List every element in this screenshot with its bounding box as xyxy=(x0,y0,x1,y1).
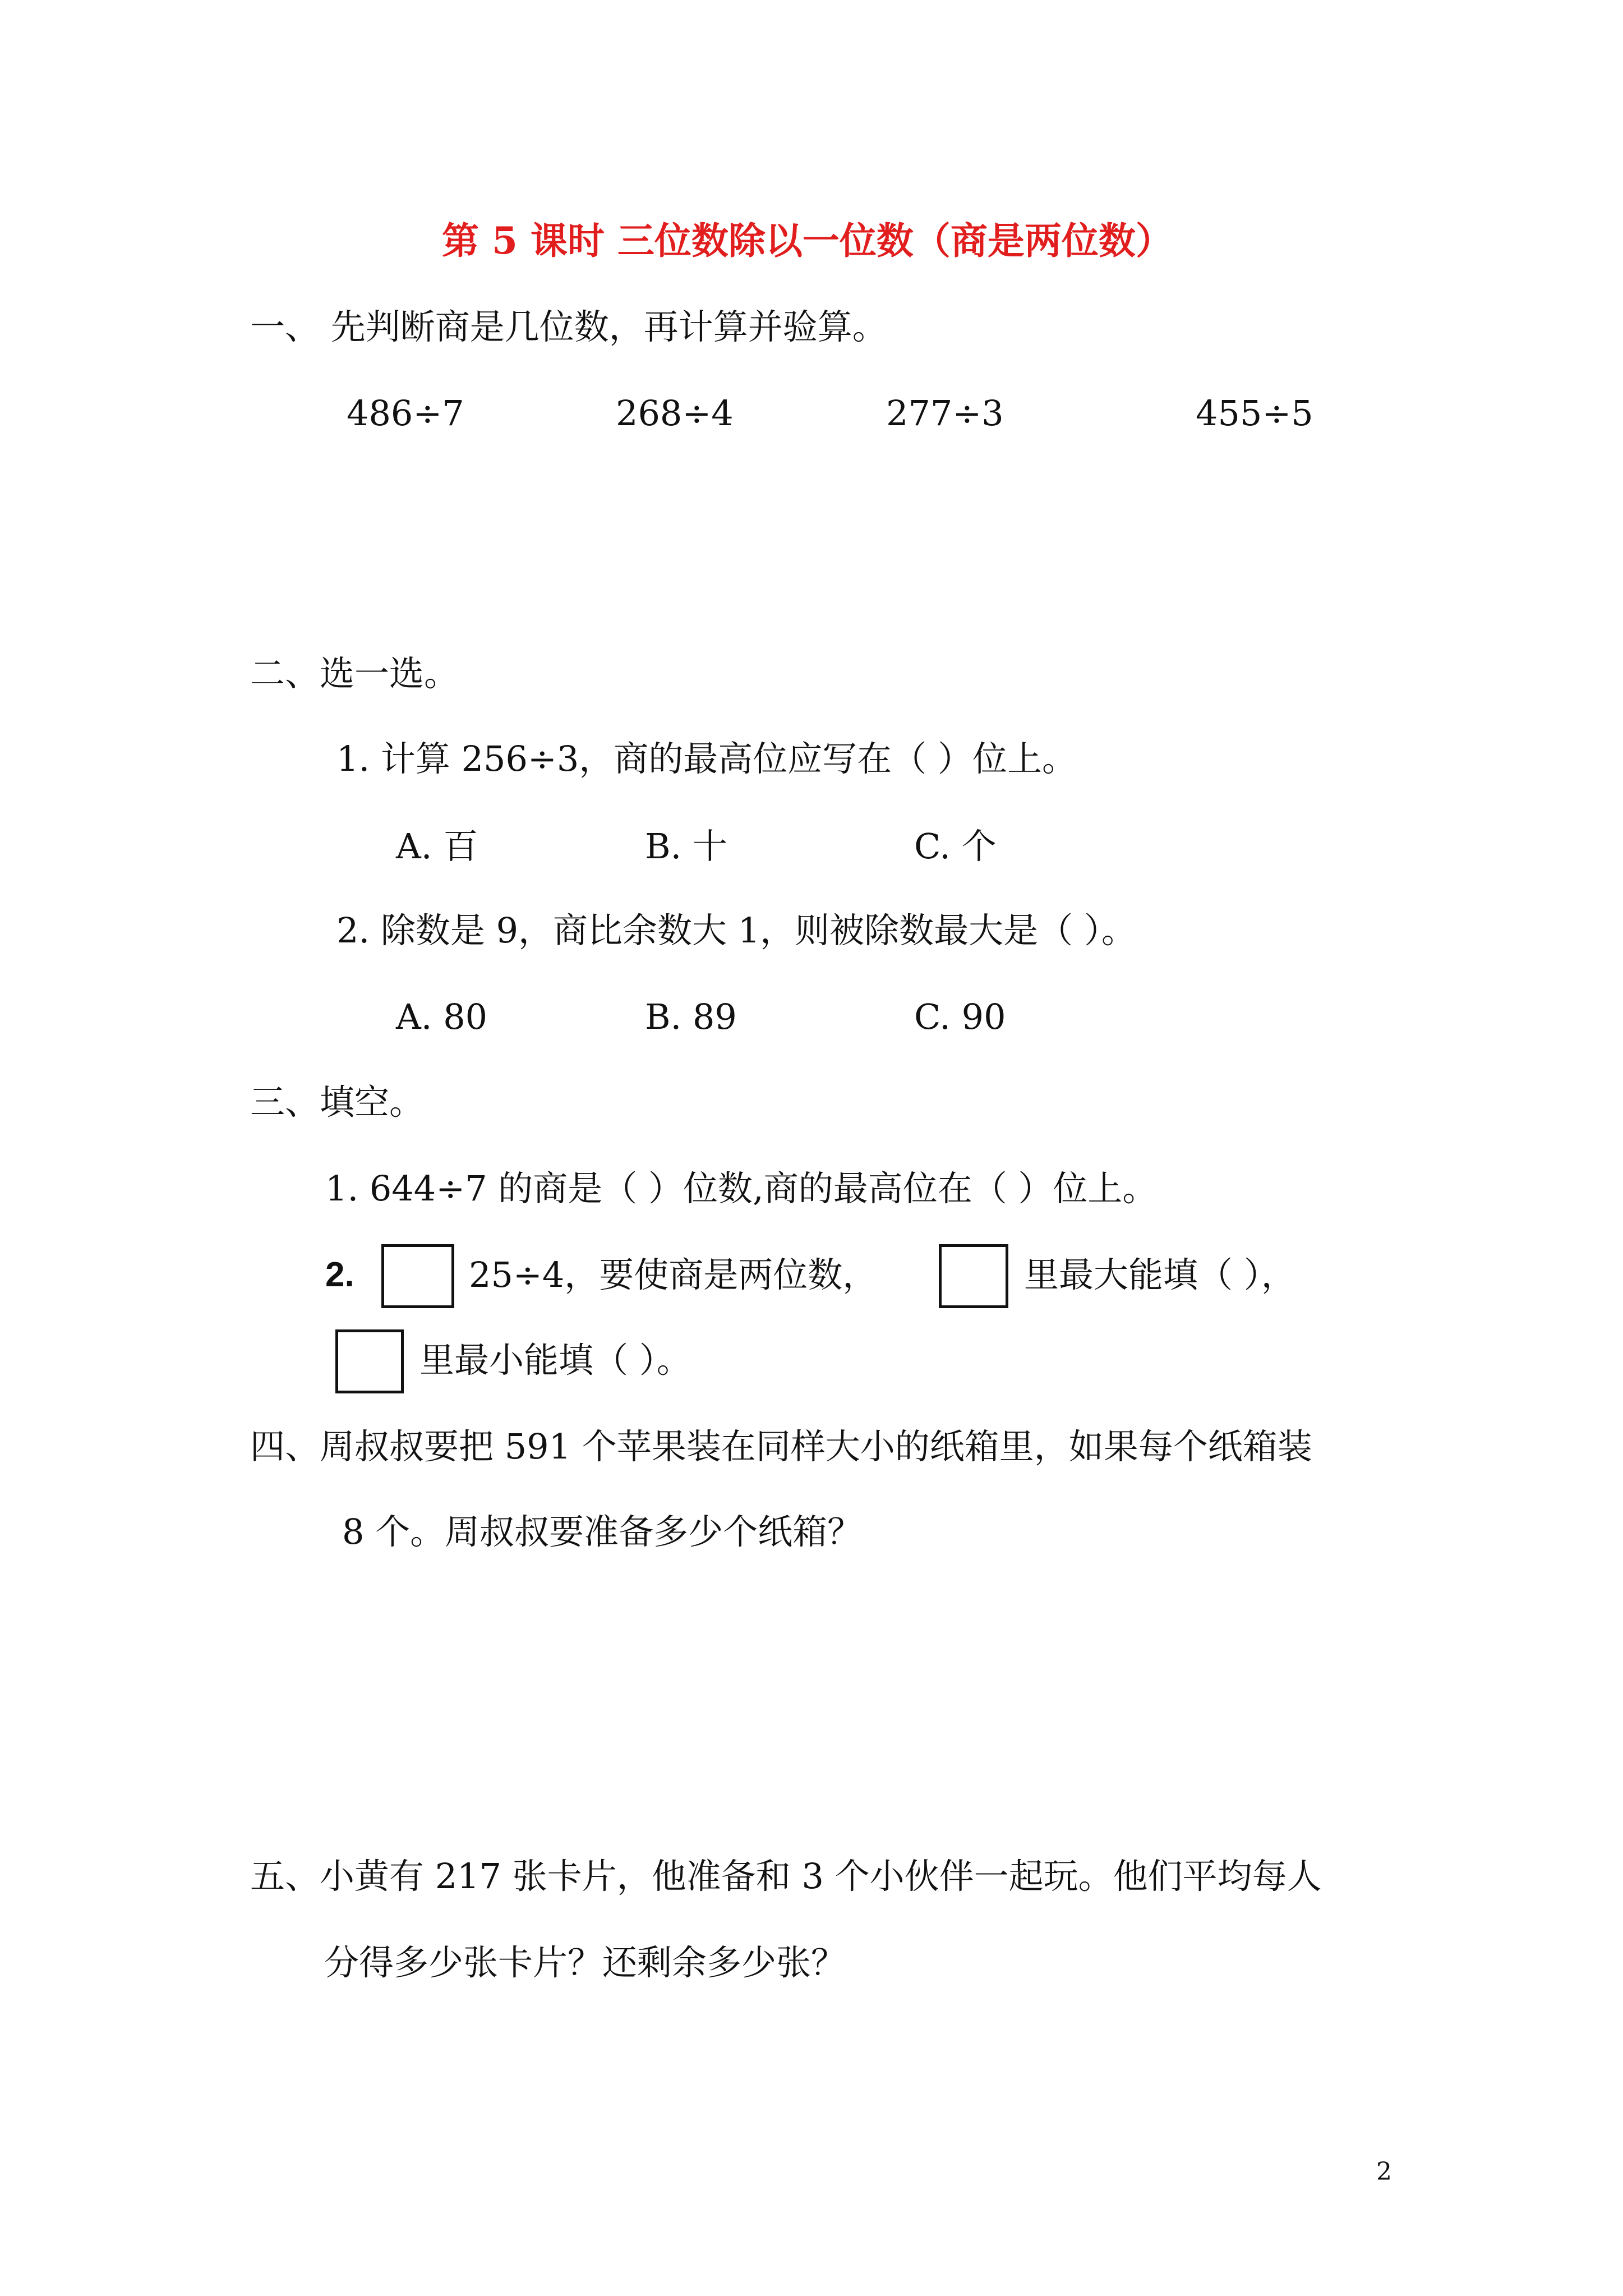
section5-line1: 五、小黄有 217 张卡片，他准备和 3 个小伙伴一起玩。他们平均每人 xyxy=(250,1856,1322,1897)
problem-4: 455÷5 xyxy=(1196,393,1313,434)
section2-q1-option-a: A. 百 xyxy=(396,826,478,867)
section3-q2-text-c: 里最小能填（ ）。 xyxy=(419,1340,691,1381)
section3-q1: 1. 644÷7 的商是（ ）位数,商的最高位在（ ）位上。 xyxy=(325,1168,1158,1209)
section2-q2-stem: 2. 除数是 9，商比余数大 1，则被除数最大是（ ）。 xyxy=(336,910,1136,951)
section2-q1-stem: 1. 计算 256÷3，商的最高位应写在（ ）位上。 xyxy=(336,738,1077,779)
page-number: 2 xyxy=(1376,2157,1392,2186)
section3-heading: 三、填空。 xyxy=(250,1082,425,1122)
section4-line1: 四、周叔叔要把 591 个苹果装在同样大小的纸箱里，如果每个纸箱装 xyxy=(250,1426,1312,1467)
section4-line2: 8 个。周叔叔要准备多少个纸箱？ xyxy=(342,1511,863,1552)
problem-2: 268÷4 xyxy=(616,393,734,434)
problem-3: 277÷3 xyxy=(886,393,1004,434)
section2-q2-option-a: A. 80 xyxy=(396,996,488,1037)
section2-q1-option-c: C. 个 xyxy=(914,826,997,867)
answer-box-3[interactable] xyxy=(335,1329,404,1393)
answer-box-1[interactable] xyxy=(381,1244,454,1308)
answer-box-2[interactable] xyxy=(939,1244,1008,1308)
section1-heading: 一、 先判断商是几位数，再计算并验算。 xyxy=(250,306,887,347)
section2-q2-option-b: B. 89 xyxy=(645,996,737,1037)
section3-q2-number: 2. xyxy=(325,1255,354,1294)
section2-q1-option-b: B. 十 xyxy=(645,826,727,867)
section2-heading: 二、选一选。 xyxy=(250,653,459,694)
section3-q2-text-a: 25÷4，要使商是两位数， xyxy=(469,1254,878,1295)
page-title: 第 5 课时 三位数除以一位数（商是两位数） xyxy=(442,219,1173,263)
section2-q2-option-c: C. 90 xyxy=(914,996,1006,1037)
section3-q2-text-b: 里最大能填（ ）， xyxy=(1024,1254,1296,1295)
section5-line2: 分得多少张卡片？还剩余多少张？ xyxy=(324,1942,846,1983)
problem-1: 486÷7 xyxy=(347,393,464,434)
